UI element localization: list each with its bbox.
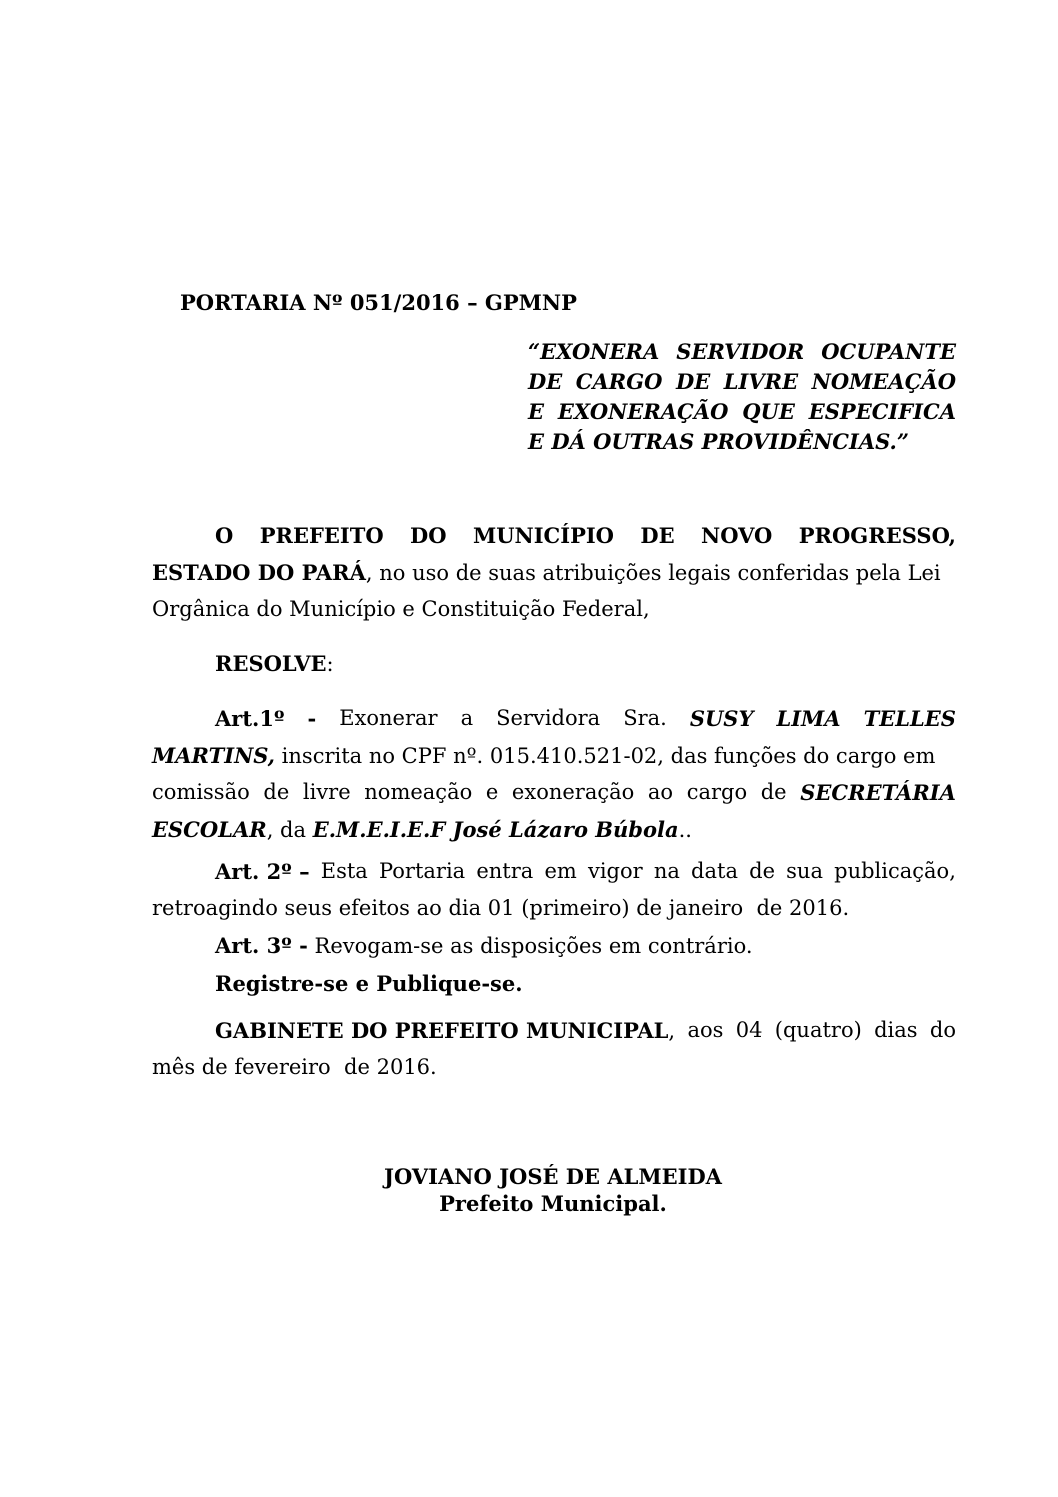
ementa-word: NOMEAÇÃO: [811, 369, 956, 394]
signature-title: Prefeito Municipal.: [439, 1191, 667, 1216]
art1-word: de: [263, 780, 290, 804]
art1-dash: -: [307, 706, 317, 731]
art1-name-word: SUSY: [689, 706, 754, 731]
preamble-line-2: [152, 562, 941, 584]
art1-end: ..: [678, 818, 692, 842]
resolve-colon: :: [326, 652, 334, 676]
art1-text: inscrita no CPF nº. 015.410.521-02, das funções do cargo em: [275, 744, 936, 768]
art2-word: de: [749, 859, 775, 883]
art1-word: e: [485, 780, 499, 804]
art3-line: [215, 935, 753, 957]
ementa-word: LIVRE: [723, 369, 799, 394]
art1-word: livre: [302, 780, 351, 804]
art1-line-3: [152, 782, 956, 803]
registre-line: Registre-se e Publique-se.: [215, 971, 523, 996]
signature-name: JOVIANO JOSÉ DE ALMEIDA: [384, 1164, 722, 1189]
resolve-heading: [215, 653, 334, 675]
art1-word: Sra.: [623, 706, 667, 730]
ementa-word: QUE: [742, 399, 795, 424]
art1-line-1: [215, 708, 956, 729]
gabinete-word: dias: [874, 1018, 918, 1042]
gabinete-word: aos: [687, 1018, 724, 1042]
ementa-word: OCUPANTE: [821, 339, 956, 364]
gabinete-line-2: mês de fevereiro de 2016.: [152, 1055, 437, 1079]
gabinete-word: do: [929, 1018, 956, 1042]
gabinete-bold-group: [215, 1020, 675, 1042]
art2-word: na: [653, 859, 680, 883]
art1-word: nomeação: [364, 780, 473, 804]
art1-school: E.M.E.I.E.F José Lázaro Búbola: [312, 817, 679, 842]
art1-word: exoneração: [511, 780, 635, 804]
ementa-line-1: [528, 341, 956, 362]
preamble-word: O: [215, 523, 234, 548]
art2-word: sua: [786, 859, 823, 883]
art2-line-1: [215, 861, 956, 882]
gabinete-line-1: [215, 1020, 956, 1042]
art1-text: , da: [266, 818, 313, 842]
art2-word: vigor: [587, 859, 643, 883]
gabinete-label: GABINETE DO PREFEITO MUNICIPAL: [215, 1018, 669, 1043]
ementa-line-3: [528, 401, 956, 422]
art1-word: de: [760, 780, 787, 804]
gabinete-word: (quatro): [774, 1018, 862, 1042]
art3-text: Revogam-se as disposições em contrário.: [307, 934, 753, 958]
art1-word: ao: [647, 780, 674, 804]
art2-word: data: [691, 859, 738, 883]
art2-word: publicação,: [834, 859, 956, 883]
art1-name-surname: MARTINS,: [152, 743, 275, 768]
resolve-label: RESOLVE: [215, 651, 327, 676]
portaria-title: PORTARIA Nº 051/2016 – GPMNP: [180, 290, 577, 315]
art2-word: entra: [476, 859, 534, 883]
preamble-line-3: Orgânica do Município e Constituição Federal,: [152, 597, 650, 621]
ementa-word: EXONERAÇÃO: [557, 399, 729, 424]
art2-word: em: [544, 859, 577, 883]
ementa-word: DE: [676, 369, 711, 394]
preamble-word: DE: [640, 523, 675, 548]
art1-line-4: [152, 819, 692, 841]
gabinete-word: 04: [735, 1018, 763, 1042]
preamble-text: , no uso de suas atribuições legais conferidas pela Lei: [365, 561, 941, 585]
ementa-word: E: [528, 399, 545, 424]
art1-line-2: [152, 745, 935, 767]
art1-name-word: TELLES: [863, 706, 956, 731]
ementa-word: SERVIDOR: [676, 339, 805, 364]
preamble-word: DO: [410, 523, 447, 548]
preamble-word: PREFEITO: [259, 523, 384, 548]
art2-word: Esta: [320, 859, 368, 883]
art1-word: Exonerar: [339, 706, 438, 730]
art1-cargo: SECRETÁRIA: [800, 780, 956, 805]
art2-word: Portaria: [379, 859, 466, 883]
art1-label: Art.1º: [215, 706, 285, 731]
art2-line-2: retroagindo seus efeitos ao dia 01 (primeiro) de janeiro de 2016.: [152, 896, 850, 920]
preamble-word: MUNICÍPIO: [472, 523, 614, 548]
art1-word: a: [460, 706, 474, 730]
gabinete-comma: ,: [668, 1019, 676, 1043]
art3-label: Art. 3º -: [215, 933, 308, 958]
art1-cargo-2: ESCOLAR: [152, 817, 267, 842]
ementa-line-4: E DÁ OUTRAS PROVIDÊNCIAS.”: [528, 429, 909, 454]
ementa-line-2: [528, 371, 956, 392]
preamble-line-1: [215, 525, 956, 546]
ementa-word: DE: [528, 369, 563, 394]
art2-label: Art. 2º –: [215, 859, 310, 884]
ementa-word: ESPECIFICA: [808, 399, 956, 424]
ementa-word: CARGO: [575, 369, 663, 394]
art1-name-word: LIMA: [776, 706, 841, 731]
preamble-word: NOVO: [701, 523, 773, 548]
art1-word: comissão: [152, 780, 250, 804]
ementa-word: “EXONERA: [528, 339, 660, 364]
art1-word: cargo: [686, 780, 748, 804]
preamble-word: PROGRESSO,: [798, 523, 956, 548]
preamble-state: ESTADO DO PARÁ: [152, 560, 366, 585]
art1-word: Servidora: [496, 706, 601, 730]
